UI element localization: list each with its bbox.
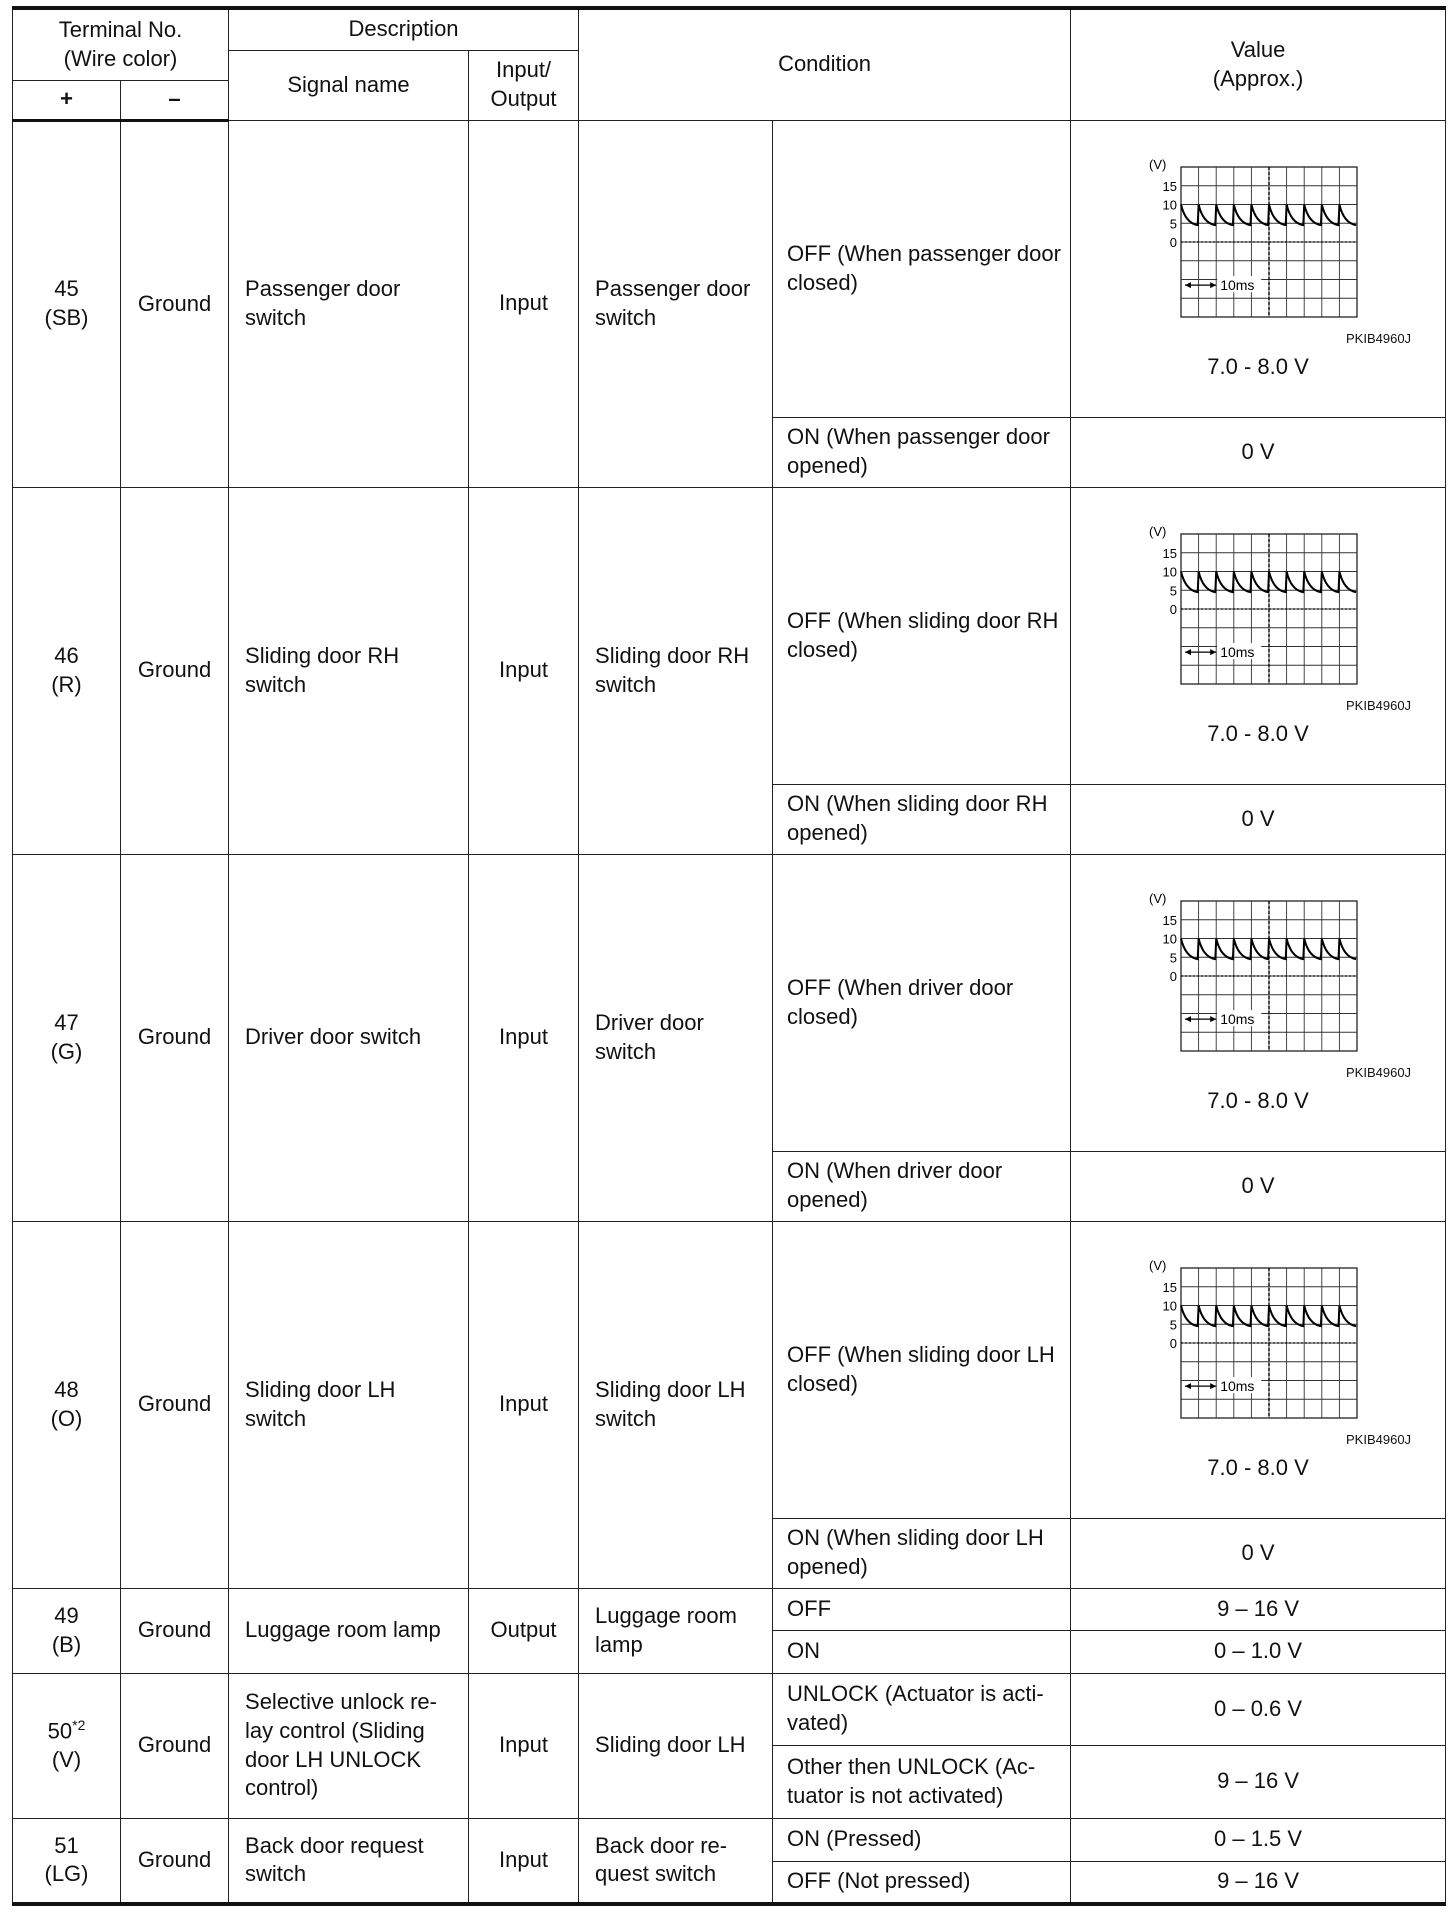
y-tick-label: 10 (1162, 931, 1178, 947)
value-2: 0 – 1.0 V (1071, 1630, 1446, 1673)
condition-2: ON (773, 1630, 1071, 1673)
value-text: 7.0 - 8.0 V (1207, 721, 1309, 747)
value-off (1071, 487, 1446, 784)
condition-1: UNLOCK (Actuator is acti-vated) (773, 1673, 1071, 1745)
terminal-no: 47 (54, 1009, 79, 1035)
y-tick-label: 5 (1169, 216, 1178, 232)
value-off (1071, 854, 1446, 1151)
y-unit-label: (V) (1149, 523, 1167, 539)
terminal-number (13, 1673, 121, 1818)
y-tick-label: 15 (1162, 545, 1178, 561)
signal-name: Driver door switch (229, 854, 469, 1221)
signal-name: Selective unlock re-lay control (Sliding door LH UNLOCK control) (229, 1673, 469, 1818)
wire-color: (G) (50, 1038, 83, 1064)
waveform-code: PKIB4960J (1346, 697, 1412, 713)
time-label: 10ms (1220, 1011, 1255, 1028)
ground-terminal: Ground (121, 854, 229, 1221)
condition-main: Driver door switch (579, 854, 773, 1221)
io-type: Input (469, 854, 579, 1221)
terminal-number (13, 854, 121, 1221)
y-tick-label: 15 (1162, 1279, 1178, 1295)
condition-main: Back door re-quest switch (579, 1818, 773, 1904)
io-type: Input (469, 1818, 579, 1904)
header-condition: Condition (579, 8, 1071, 120)
value-1: 0 – 1.5 V (1071, 1818, 1446, 1861)
waveform-code: PKIB4960J (1346, 1064, 1412, 1080)
table-row (13, 1588, 1446, 1630)
terminal-table (12, 6, 1446, 1906)
header-value: Value (Approx.) (1071, 8, 1446, 120)
arrow-head-icon (1185, 1016, 1191, 1022)
condition-1: OFF (773, 1588, 1071, 1630)
terminal-number (13, 487, 121, 854)
signal-name: Sliding door LH switch (229, 1221, 469, 1588)
ground-terminal: Ground (121, 487, 229, 854)
signal-name: Back door request switch (229, 1818, 469, 1904)
ground-terminal: Ground (121, 1221, 229, 1588)
wire-color: (R) (51, 671, 82, 697)
waveform-code: PKIB4960J (1346, 330, 1412, 346)
time-label: 10ms (1220, 277, 1255, 294)
y-tick-label: 10 (1162, 197, 1178, 213)
value-on: 0 V (1071, 1518, 1446, 1588)
waveform (1079, 1256, 1437, 1436)
waveform (1079, 522, 1437, 702)
condition-on: ON (When sliding door LH opened) (773, 1518, 1071, 1588)
y-tick-label: 0 (1169, 968, 1178, 984)
y-tick-label: 15 (1162, 178, 1178, 194)
signal-name: Passenger door switch (229, 120, 469, 487)
wire-color: (SB) (44, 305, 89, 330)
y-tick-label: 15 (1162, 912, 1178, 928)
terminal-number (13, 1818, 121, 1904)
table-row (13, 1818, 1446, 1861)
ground-terminal: Ground (121, 1588, 229, 1673)
io-type: Output (469, 1588, 579, 1673)
waveform-graph (1143, 157, 1373, 327)
waveform (1079, 889, 1437, 1069)
ground-terminal: Ground (121, 1673, 229, 1818)
wire-color: (V) (51, 1747, 82, 1773)
condition-off: OFF (When sliding door LH closed) (773, 1221, 1071, 1518)
wire-color: (O) (50, 1405, 83, 1431)
terminal-no: 51 (54, 1832, 79, 1858)
terminal-no: 46 (54, 642, 79, 668)
value-text: 7.0 - 8.0 V (1207, 1088, 1309, 1114)
waveform-line (1181, 938, 1356, 959)
terminal-number (13, 120, 121, 487)
header-terminal: Terminal No. (Wire color) (13, 8, 229, 80)
waveform-graph (1143, 1258, 1373, 1428)
condition-on: ON (When driver door opened) (773, 1151, 1071, 1221)
arrow-head-icon (1210, 1016, 1216, 1022)
y-unit-label: (V) (1149, 890, 1167, 906)
value-text: 7.0 - 8.0 V (1207, 1455, 1309, 1481)
table-row (13, 487, 1446, 784)
y-tick-label: 10 (1162, 564, 1178, 580)
condition-off: OFF (When passenger door closed) (773, 120, 1071, 417)
waveform-graph (1143, 524, 1373, 694)
y-tick-label: 5 (1169, 583, 1178, 599)
y-tick-label: 0 (1169, 234, 1178, 250)
waveform-code: PKIB4960J (1346, 1431, 1412, 1447)
time-label: 10ms (1220, 644, 1255, 661)
signal-name: Sliding door RH switch (229, 487, 469, 854)
condition-main: Passenger door switch (579, 120, 773, 487)
condition-off: OFF (When sliding door RH closed) (773, 487, 1071, 784)
arrow-head-icon (1210, 649, 1216, 655)
ground-terminal: Ground (121, 1818, 229, 1904)
value-2: 9 – 16 V (1071, 1861, 1446, 1904)
header-minus: – (121, 80, 229, 120)
wire-color: (LG) (44, 1861, 89, 1887)
condition-main: Sliding door LH switch (579, 1221, 773, 1588)
io-type: Input (469, 1673, 579, 1818)
value-off (1071, 120, 1446, 417)
signal-name: Luggage room lamp (229, 1588, 469, 1673)
arrow-head-icon (1185, 649, 1191, 655)
value-on: 0 V (1071, 784, 1446, 854)
value-off (1071, 1221, 1446, 1518)
arrow-head-icon (1210, 1383, 1216, 1389)
arrow-head-icon (1185, 282, 1191, 288)
terminal-no: 48 (54, 1376, 79, 1402)
value-text: 7.0 - 8.0 V (1207, 354, 1309, 380)
terminal-no: 50$^{*2}$ (47, 1717, 86, 1744)
terminal-number (13, 1221, 121, 1588)
condition-2: OFF (Not pressed) (773, 1861, 1071, 1904)
table-row (13, 1221, 1446, 1518)
value-on: 0 V (1071, 417, 1446, 487)
condition-main: Sliding door LH (579, 1673, 773, 1818)
terminal-number (13, 1588, 121, 1673)
table-row (13, 854, 1446, 1151)
arrow-head-icon (1210, 282, 1216, 288)
condition-main: Sliding door RH switch (579, 487, 773, 854)
header-plus: + (13, 80, 121, 120)
y-tick-label: 5 (1169, 1317, 1178, 1333)
terminal-no: 45 (54, 276, 79, 302)
value-on: 0 V (1071, 1151, 1446, 1221)
y-tick-label: 0 (1169, 601, 1178, 617)
condition-1: ON (Pressed) (773, 1818, 1071, 1861)
footnote-mark: *2 (72, 1717, 86, 1734)
io-type: Input (469, 1221, 579, 1588)
condition-2: Other then UNLOCK (Ac-tuator is not activated) (773, 1745, 1071, 1818)
value-2: 9 – 16 V (1071, 1745, 1446, 1818)
y-tick-label: 5 (1169, 950, 1178, 966)
condition-on: ON (When passenger door opened) (773, 417, 1071, 487)
table-row (13, 1673, 1446, 1745)
header-signal-name: Signal name (229, 50, 469, 120)
y-unit-label: (V) (1149, 1257, 1167, 1273)
waveform (1079, 155, 1437, 335)
condition-off: OFF (When driver door closed) (773, 854, 1071, 1151)
value-1: 0 – 0.6 V (1071, 1673, 1446, 1745)
waveform-line (1181, 204, 1356, 225)
table-row (13, 120, 1446, 417)
condition-on: ON (When sliding door RH opened) (773, 784, 1071, 854)
y-tick-label: 10 (1162, 1298, 1178, 1314)
io-type: Input (469, 487, 579, 854)
condition-main: Luggage room lamp (579, 1588, 773, 1673)
time-label: 10ms (1220, 1378, 1255, 1395)
header-description: Description (229, 8, 579, 50)
waveform-graph (1143, 891, 1373, 1061)
y-tick-label: 0 (1169, 1335, 1178, 1351)
waveform-line (1181, 571, 1356, 592)
terminal-no: 49 (54, 1602, 79, 1628)
y-unit-label: (V) (1149, 156, 1167, 172)
value-1: 9 – 16 V (1071, 1588, 1446, 1630)
io-type: Input (469, 120, 579, 487)
header-io: Input/ Output (469, 50, 579, 120)
waveform-line (1181, 1305, 1356, 1326)
ground-terminal: Ground (121, 120, 229, 487)
wire-color: (B) (51, 1631, 82, 1657)
arrow-head-icon (1185, 1383, 1191, 1389)
